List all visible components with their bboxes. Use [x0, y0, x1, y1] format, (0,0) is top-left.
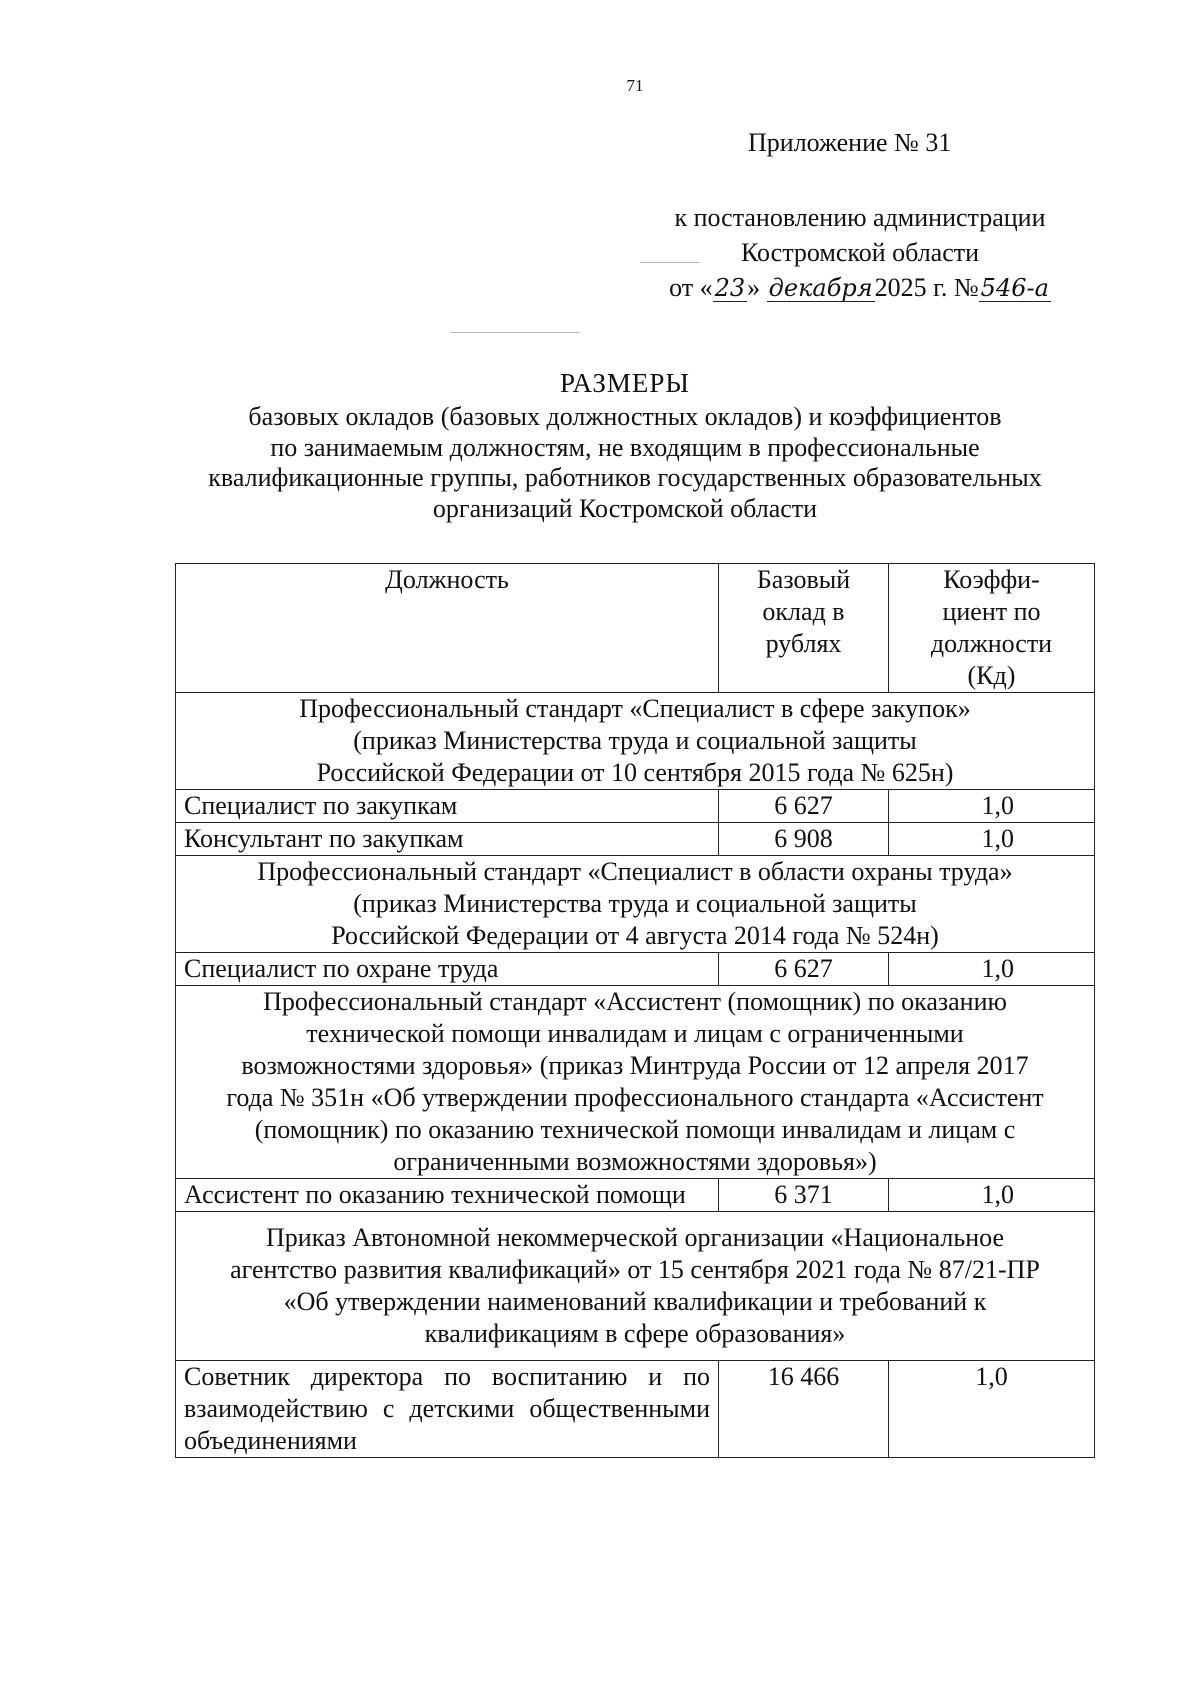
position-cell: Специалист по закупкам — [176, 790, 719, 823]
position-cell: Специалист по охране труда — [176, 953, 719, 986]
position-cell: Советник директора по воспитанию и по взаимодействию с детскими общественными объединениями — [176, 1361, 719, 1458]
section-heading-line: Российской Федерации от 10 сентября 2015 года № 625н) — [316, 758, 954, 787]
subtitle-line: организаций Костромской области — [432, 493, 818, 523]
position-cell: Консультант по закупкам — [176, 823, 719, 856]
table-row — [176, 790, 1095, 823]
section-heading — [176, 1212, 1095, 1361]
header-salary-line: Базовый — [756, 565, 851, 594]
salary-cell: 6 627 — [719, 953, 889, 986]
coefficient-cell: 1,0 — [889, 1179, 1095, 1212]
header-salary — [719, 564, 889, 693]
section-heading-line: Профессиональный стандарт «Специалист в сфере закупок» — [299, 694, 971, 723]
header-coefficient-line: должности — [930, 629, 1053, 658]
section-heading — [176, 693, 1095, 790]
resolution-reference — [640, 200, 1080, 305]
handwritten-number: 546-а — [980, 274, 1049, 302]
document-title: РАЗМЕРЫ — [560, 368, 690, 398]
section-heading-line: (приказ Министерства труда и социальной защиты — [353, 889, 917, 918]
coefficient-cell: 1,0 — [889, 1361, 1095, 1458]
table-row — [176, 1361, 1095, 1458]
header-coefficient-line: Коэффи- — [943, 565, 1040, 594]
position-cell: Ассистент по оказанию технической помощи — [176, 1179, 719, 1212]
section-heading-row — [176, 986, 1095, 1179]
section-heading-line: Профессиональный стандарт «Специалист в области охраны труда» — [257, 857, 1013, 886]
section-heading — [176, 856, 1095, 953]
table-row — [176, 823, 1095, 856]
header-salary-line: рублях — [765, 629, 842, 658]
table-header-row — [176, 564, 1095, 693]
table-row — [176, 953, 1095, 986]
date-year: 2025 г. № — [874, 273, 979, 302]
section-heading-row — [176, 1212, 1095, 1361]
subtitle-line: по занимаемым должностям, не входящим в профессиональные — [270, 432, 980, 462]
section-heading-line: года № 351н «Об утверждении профессионального стандарта «Ассистент — [226, 1083, 1044, 1112]
scan-artifact-line — [640, 262, 700, 263]
section-heading-line: ограниченными возможностями здоровья») — [393, 1147, 877, 1176]
header-coefficient-line: циент по — [942, 597, 1041, 626]
coefficient-cell: 1,0 — [889, 953, 1095, 986]
handwritten-day: 23 — [714, 274, 746, 302]
resolution-line-2: Костромской области — [740, 238, 980, 267]
section-heading-line: агентство развития квалификаций» от 15 сентября 2021 года № 87/21-ПР — [230, 1255, 1040, 1284]
handwritten-month: декабря — [768, 274, 873, 302]
section-heading-line: квалификациям в сфере образования» — [424, 1319, 846, 1348]
section-heading — [176, 986, 1095, 1179]
subtitle-line: базовых окладов (базовых должностных окладов) и коэффициентов — [248, 402, 1002, 431]
section-heading-row — [176, 693, 1095, 790]
section-heading-row — [176, 856, 1095, 953]
section-heading-line: «Об утверждении наименований квалификации и требований к — [283, 1287, 987, 1316]
resolution-date-line — [640, 270, 1080, 305]
salary-cell: 16 466 — [719, 1361, 889, 1458]
salary-cell: 6 908 — [719, 823, 889, 856]
salary-cell: 6 371 — [719, 1179, 889, 1212]
resolution-line-1: к постановлению администрации — [674, 203, 1046, 232]
appendix-label: Приложение № 31 — [748, 128, 952, 157]
salary-table — [175, 563, 1095, 1458]
date-month-separator: » — [747, 273, 761, 302]
coefficient-cell: 1,0 — [889, 790, 1095, 823]
coefficient-cell: 1,0 — [889, 823, 1095, 856]
header-position: Должность — [176, 564, 719, 693]
salary-cell: 6 627 — [719, 790, 889, 823]
table-row — [176, 1179, 1095, 1212]
section-heading-line: Профессиональный стандарт «Ассистент (помощник) по оказанию — [263, 987, 1007, 1016]
document-subtitle — [130, 402, 1120, 524]
page-number: 71 — [626, 76, 644, 95]
header-coefficient-line: (Кд) — [967, 661, 1016, 690]
section-heading-line: возможностями здоровья» (приказ Минтруда России от 12 апреля 2017 — [241, 1051, 1029, 1080]
scan-artifact-line — [450, 332, 580, 333]
section-heading-line: (приказ Министерства труда и социальной защиты — [353, 726, 917, 755]
section-heading-line: Приказ Автономной некоммерческой организации «Национальное — [266, 1223, 1004, 1252]
section-heading-line: Российской Федерации от 4 августа 2014 года № 524н) — [331, 921, 939, 950]
subtitle-line: квалификационные группы, работников государственных образовательных — [208, 463, 1042, 492]
header-coefficient — [889, 564, 1095, 693]
date-prefix: от « — [669, 273, 713, 302]
header-salary-line: оклад в — [762, 597, 845, 626]
section-heading-line: технической помощи инвалидам и лицам с ограниченными — [306, 1019, 964, 1048]
section-heading-line: (помощник) по оказанию технической помощи инвалидам и лицам с — [254, 1115, 1016, 1144]
